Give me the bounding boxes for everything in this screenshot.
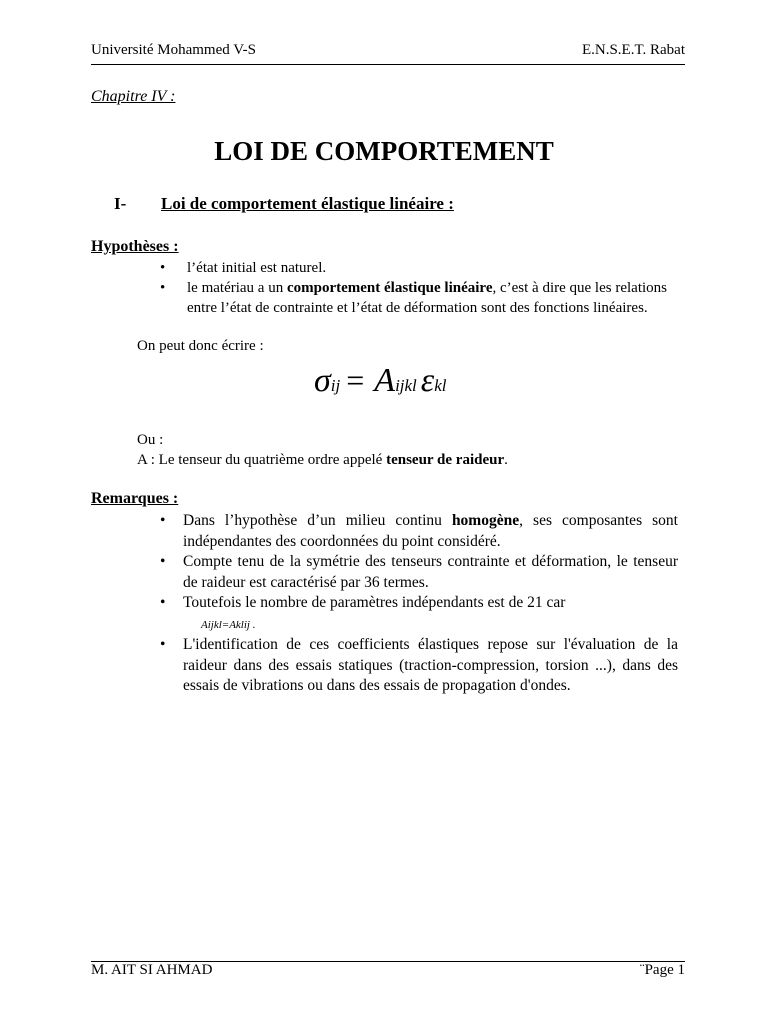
equals-sign: = bbox=[346, 362, 365, 398]
epsilon-symbol: ε bbox=[420, 362, 435, 399]
remark-text: Dans l’hypothèse d’un milieu continu bbox=[183, 512, 452, 529]
definition-a bbox=[137, 452, 508, 469]
definition-text: . bbox=[504, 452, 508, 468]
a-symbol: A bbox=[374, 362, 396, 399]
chapter-label: Chapitre IV : bbox=[91, 88, 176, 105]
bullet-icon: • bbox=[160, 280, 166, 296]
equation-intro: On peut donc écrire : bbox=[137, 338, 264, 354]
bullet-icon: • bbox=[160, 594, 166, 611]
definition-ou: Ou : bbox=[137, 432, 164, 448]
remark-text: Compte tenu de la symétrie des tenseurs contrainte et déformation, le tenseur de raideur est caractérisé par 36 termes. bbox=[183, 553, 678, 591]
definition-bold: tenseur de raideur bbox=[386, 452, 505, 468]
remark-bold: homogène bbox=[451, 512, 520, 529]
bullet-icon: • bbox=[160, 553, 166, 570]
bullet-icon: • bbox=[160, 636, 166, 653]
page-header bbox=[91, 42, 685, 64]
hypothesis-text: , c’est à dire que les relations entre l’état de contrainte et l’état de déformation sont des fonctions linéaires. bbox=[187, 280, 667, 316]
hypotheses-list bbox=[160, 258, 678, 318]
bullet-icon: • bbox=[160, 512, 166, 529]
sigma-subscript: ij bbox=[330, 376, 341, 395]
hypotheses-heading: Hypothèses : bbox=[91, 238, 179, 255]
list-item bbox=[160, 552, 678, 593]
epsilon-subscript: kl bbox=[434, 376, 447, 395]
symmetry-formula: Aijkl=Aklij . bbox=[201, 618, 256, 631]
page-number: ¨Page 1 bbox=[639, 962, 685, 978]
header-divider bbox=[91, 64, 685, 65]
list-item bbox=[160, 593, 678, 635]
hypothesis-text: le matériau a un bbox=[187, 280, 287, 296]
remarques-heading: Remarques : bbox=[91, 490, 179, 507]
hypothesis-bold: comportement élastique linéaire bbox=[286, 280, 493, 296]
sigma-symbol: σ bbox=[314, 362, 331, 399]
section-number: I- bbox=[114, 194, 127, 213]
remark-text: , ses composantes sont indépendantes des coordonnées du point considéré. bbox=[183, 512, 678, 550]
hypothesis-text: l’état initial est naturel. bbox=[187, 260, 327, 276]
list-item bbox=[160, 511, 678, 552]
header-school: E.N.S.E.T. Rabat bbox=[581, 42, 685, 58]
a-subscript: ijkl bbox=[395, 376, 417, 395]
list-item bbox=[160, 278, 678, 318]
bullet-icon: • bbox=[160, 260, 166, 276]
list-item bbox=[160, 635, 678, 697]
page-title: LOI DE COMPORTEMENT bbox=[214, 136, 554, 166]
section-title: Loi de comportement élastique linéaire : bbox=[161, 194, 454, 213]
remark-text: Toutefois le nombre de paramètres indépendants est de 21 car bbox=[183, 594, 566, 611]
header-university: Université Mohammed V-S bbox=[91, 42, 256, 58]
constitutive-equation bbox=[314, 362, 446, 400]
remarques-list bbox=[160, 511, 678, 697]
remark-text: L'identification de ces coefficients élastiques repose sur l'évaluation de la raideur dans des essais statiques (traction-compression, torsion ...), dans des essais de vibrations ou dans des essais de propagation d'ondes. bbox=[183, 636, 678, 694]
list-item bbox=[160, 258, 678, 278]
definition-text: A : Le tenseur du quatrième ordre appelé bbox=[137, 452, 387, 468]
footer-author: M. AIT SI AHMAD bbox=[91, 962, 213, 978]
